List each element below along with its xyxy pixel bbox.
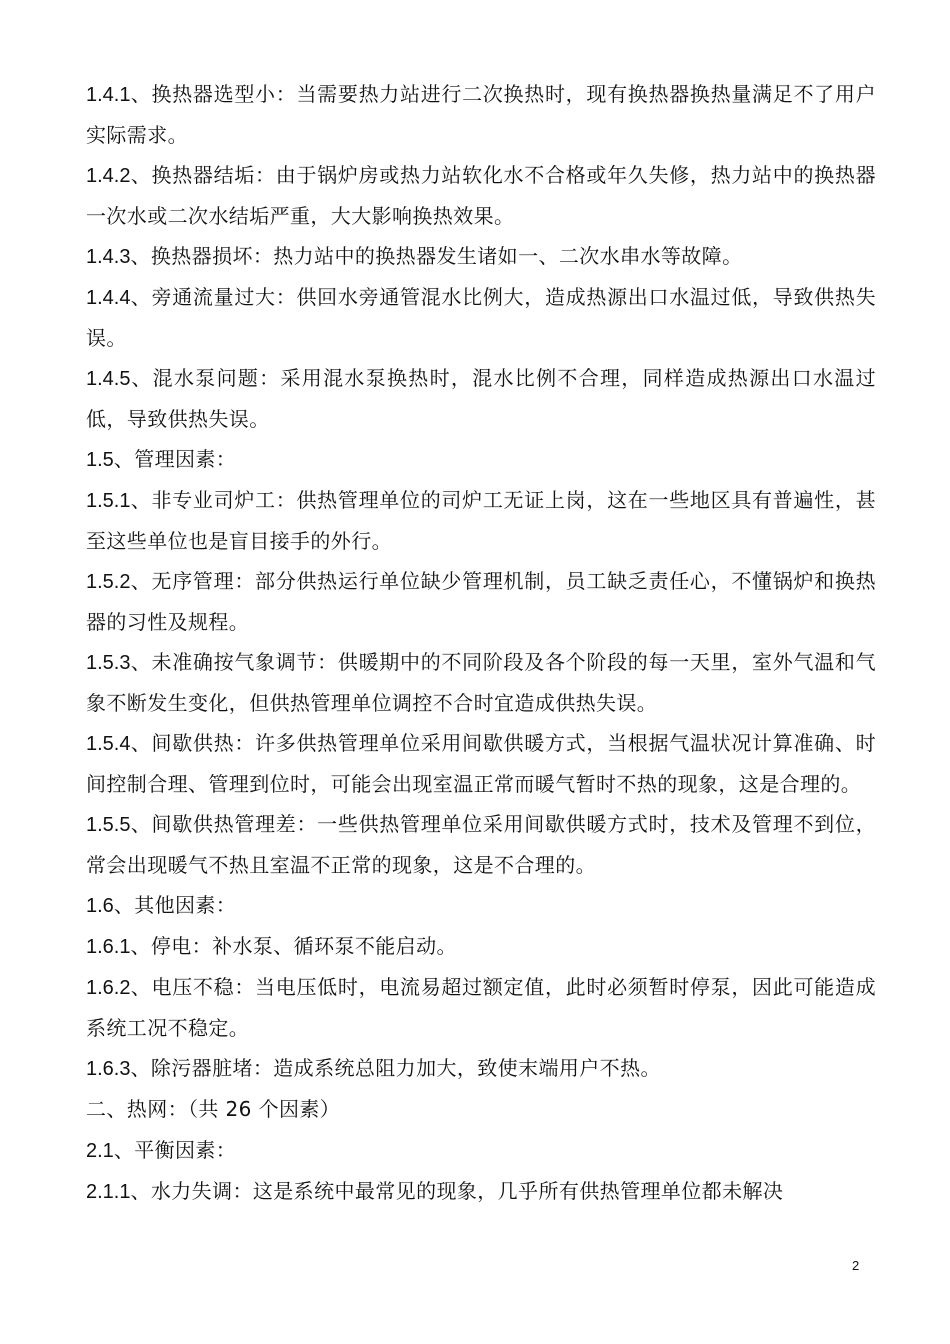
section-number: 1.5.2 bbox=[86, 571, 131, 593]
paragraph-1-4-2 bbox=[86, 155, 876, 236]
section-number: 1.5 bbox=[86, 449, 114, 471]
paragraph-text: 、混水泵问题：采用混水泵换热时，混水比例不合理，同样造成热源出口水温过低，导致供热失误。 bbox=[86, 366, 876, 431]
paragraph-text: 、除污器脏堵：造成系统总阻力加大，致使末端用户不热。 bbox=[130, 1056, 661, 1080]
heading-1-6 bbox=[86, 885, 876, 926]
section-number: 1.5.3 bbox=[86, 652, 131, 674]
heading-section-2 bbox=[86, 1089, 876, 1130]
paragraph-1-5-3 bbox=[86, 642, 876, 723]
heading-text: 二、热网：（共 26 个因素） bbox=[86, 1097, 341, 1121]
document-body bbox=[86, 74, 876, 1212]
section-number: 1.4.5 bbox=[86, 368, 131, 390]
section-number: 1.4.2 bbox=[86, 165, 131, 187]
paragraph-text: 、电压不稳：当电压低时，电流易超过额定值，此时必须暂时停泵，因此可能造成系统工况不稳定。 bbox=[86, 975, 876, 1040]
paragraph-text: 、换热器损坏：热力站中的换热器发生诸如一、二次水串水等故障。 bbox=[130, 244, 743, 268]
section-number: 2.1 bbox=[86, 1140, 114, 1162]
section-number: 1.5.5 bbox=[86, 814, 131, 836]
heading-text: 、其他因素： bbox=[113, 893, 237, 917]
heading-text: 、管理因素： bbox=[113, 447, 237, 471]
paragraph-1-5-1 bbox=[86, 480, 876, 561]
section-number: 1.6.1 bbox=[86, 936, 131, 958]
paragraph-text: 、换热器结垢：由于锅炉房或热力站软化水不合格或年久失修，热力站中的换热器一次水或二次水结垢严重，大大影响换热效果。 bbox=[86, 163, 876, 228]
paragraph-2-1-1 bbox=[86, 1171, 876, 1212]
paragraph-1-6-3 bbox=[86, 1048, 876, 1089]
section-number: 1.6.2 bbox=[86, 977, 131, 999]
heading-1-5 bbox=[86, 439, 876, 480]
paragraph-1-4-1 bbox=[86, 74, 876, 155]
paragraph-1-5-2 bbox=[86, 561, 876, 642]
paragraph-1-4-4 bbox=[86, 277, 876, 358]
paragraph-1-6-1 bbox=[86, 926, 876, 967]
paragraph-text: 、换热器选型小：当需要热力站进行二次换热时，现有换热器换热量满足不了用户实际需求。 bbox=[86, 82, 876, 147]
section-number: 1.4.4 bbox=[86, 287, 131, 309]
section-number: 1.6 bbox=[86, 895, 114, 917]
paragraph-1-4-5 bbox=[86, 358, 876, 439]
section-number: 1.4.3 bbox=[86, 246, 131, 268]
paragraph-text: 、停电：补水泵、循环泵不能启动。 bbox=[130, 934, 457, 958]
paragraph-text: 、间歇供热：许多供热管理单位采用间歇供暖方式，当根据气温状况计算准确、时间控制合理、管理到位时，可能会出现室温正常而暖气暂时不热的现象，这是合理的。 bbox=[86, 731, 876, 796]
section-number: 2.1.1 bbox=[86, 1181, 131, 1203]
paragraph-text: 、水力失调：这是系统中最常见的现象，几乎所有供热管理单位都未解决 bbox=[130, 1179, 784, 1203]
paragraph-1-5-4 bbox=[86, 723, 876, 804]
paragraph-text: 、间歇供热管理差：一些供热管理单位采用间歇供暖方式时，技术及管理不到位，常会出现暖气不热且室温不正常的现象，这是不合理的。 bbox=[86, 812, 876, 877]
paragraph-1-4-3 bbox=[86, 236, 876, 277]
section-number: 1.5.4 bbox=[86, 733, 131, 755]
heading-2-1 bbox=[86, 1130, 876, 1171]
paragraph-text: 、非专业司炉工：供热管理单位的司炉工无证上岗，这在一些地区具有普遍性，甚至这些单位也是盲目接手的外行。 bbox=[86, 488, 876, 553]
paragraph-text: 、无序管理：部分供热运行单位缺少管理机制，员工缺乏责任心，不懂锅炉和换热器的习性及规程。 bbox=[86, 569, 876, 634]
section-number: 1.6.3 bbox=[86, 1058, 131, 1080]
page-number: 2 bbox=[852, 1258, 860, 1273]
heading-text: 、平衡因素： bbox=[113, 1138, 237, 1162]
paragraph-text: 、未准确按气象调节：供暖期中的不同阶段及各个阶段的每一天里，室外气温和气象不断发生变化，但供热管理单位调控不合时宜造成供热失误。 bbox=[86, 650, 876, 715]
paragraph-1-6-2 bbox=[86, 967, 876, 1048]
paragraph-1-5-5 bbox=[86, 804, 876, 885]
section-number: 1.5.1 bbox=[86, 490, 131, 512]
section-number: 1.4.1 bbox=[86, 84, 131, 106]
paragraph-text: 、旁通流量过大：供回水旁通管混水比例大，造成热源出口水温过低，导致供热失误。 bbox=[86, 285, 876, 350]
